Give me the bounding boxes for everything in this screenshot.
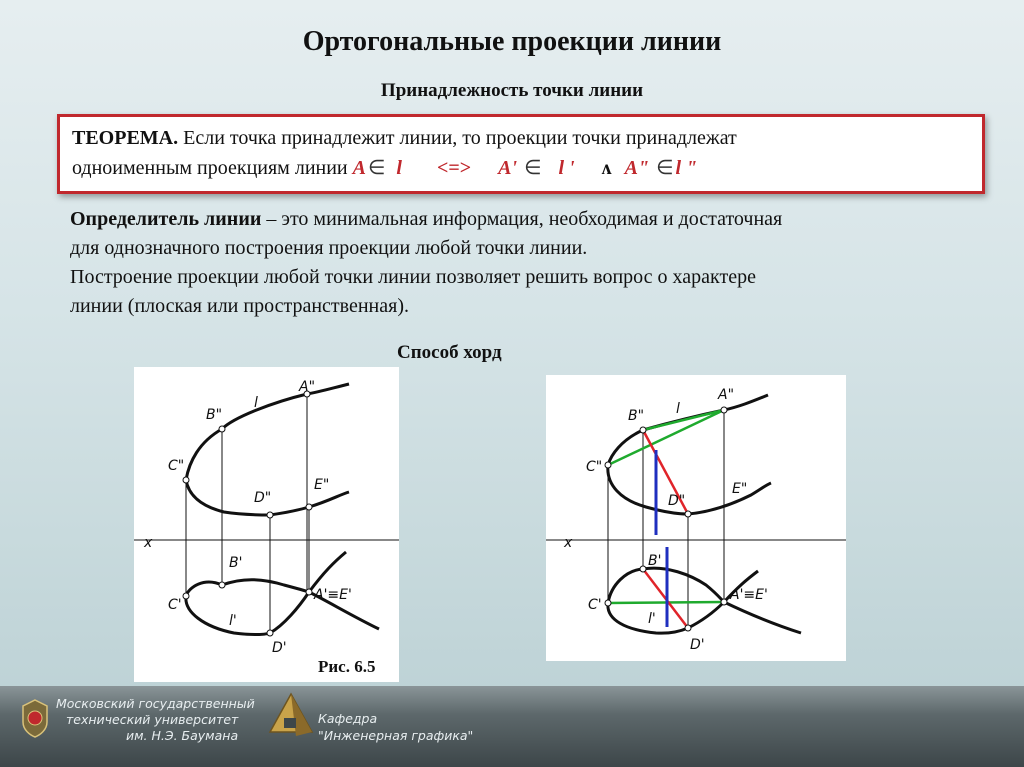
theorem-keyword: ТЕОРЕМА. bbox=[72, 127, 179, 149]
label-d-prime: D' bbox=[690, 637, 705, 653]
page-subtitle: Принадлежность точки линии bbox=[380, 80, 644, 101]
definition-text-1: – это минимальная информация, необходимая и достаточная bbox=[261, 208, 783, 230]
formula-a: A bbox=[352, 157, 366, 179]
formula-and: ʌ bbox=[601, 157, 612, 179]
label-a-e-prime: A'≡E' bbox=[314, 587, 352, 603]
page-title: Ортогональные проекции линии bbox=[302, 26, 722, 57]
department-line-2: "Инженерная графика" bbox=[318, 728, 474, 743]
formula-l-double-prime: l " bbox=[675, 157, 698, 179]
label-x-axis: x bbox=[144, 535, 153, 551]
label-l-prime: l' bbox=[229, 613, 237, 629]
department-line-1: Кафедра bbox=[318, 711, 378, 726]
label-c-double-prime: C" bbox=[586, 459, 603, 475]
label-a-double-prime: A" bbox=[299, 379, 316, 395]
formula-l: l bbox=[396, 157, 402, 179]
element-of-symbol: ∈ bbox=[654, 153, 675, 183]
footer bbox=[0, 686, 1024, 767]
element-of-symbol: ∈ bbox=[522, 153, 543, 183]
figure-caption: Рис. 6.5 bbox=[318, 657, 376, 676]
label-c-double-prime: C" bbox=[168, 458, 185, 474]
theorem-box bbox=[57, 114, 985, 194]
label-c-prime: C' bbox=[588, 597, 602, 613]
definition-block bbox=[70, 205, 980, 321]
definition-line-2: для однозначного построения проекции любой точки линии. bbox=[70, 237, 588, 259]
figure-chord-method bbox=[546, 375, 846, 661]
university-emblem-icon bbox=[20, 698, 50, 738]
theorem-line-2 bbox=[72, 153, 970, 183]
definition-line-4: линии (плоская или пространственная). bbox=[70, 295, 409, 317]
university-line-3: им. Н.Э. Баумана bbox=[126, 728, 239, 743]
label-b-double-prime: B" bbox=[628, 408, 645, 424]
label-l: l bbox=[676, 401, 680, 417]
figure-chord-method-drawing bbox=[546, 375, 846, 661]
label-d-prime: D' bbox=[272, 640, 287, 656]
formula-l-prime: l ' bbox=[558, 157, 575, 179]
definition-line-3: Построение проекции любой точки линии позволяет решить вопрос о характере bbox=[70, 266, 756, 288]
theorem-text-1: Если точка принадлежит линии, то проекции точки принадлежат bbox=[178, 127, 737, 149]
department-name bbox=[318, 710, 473, 744]
method-title: Способ хорд bbox=[397, 342, 502, 363]
element-of-symbol: ∈ bbox=[366, 153, 387, 183]
formula-a-double-prime: A" bbox=[624, 157, 655, 179]
label-b-prime: B' bbox=[648, 553, 662, 569]
figure-projections bbox=[134, 367, 399, 682]
label-d-double-prime: D" bbox=[254, 490, 272, 506]
university-name bbox=[56, 696, 255, 744]
university-line-1: Московский государственный bbox=[56, 696, 255, 711]
label-d-double-prime: D" bbox=[668, 493, 686, 509]
label-a-e-prime: A'≡E' bbox=[730, 587, 768, 603]
label-b-prime: B' bbox=[229, 555, 243, 571]
label-a-double-prime: A" bbox=[718, 387, 735, 403]
label-b-double-prime: B" bbox=[206, 407, 223, 423]
label-e-double-prime: E" bbox=[732, 481, 748, 497]
theorem-line-1 bbox=[72, 123, 970, 153]
label-e-double-prime: E" bbox=[314, 477, 330, 493]
figure-projections-drawing bbox=[134, 367, 399, 682]
formula-a-prime: A' bbox=[498, 157, 523, 179]
label-c-prime: C' bbox=[168, 597, 182, 613]
definition-line-1 bbox=[70, 205, 980, 234]
formula-equivalence: <=> bbox=[436, 157, 472, 179]
label-l-prime: l' bbox=[648, 611, 656, 627]
university-line-2: технический университет bbox=[66, 712, 239, 727]
definition-keyword: Определитель линии bbox=[70, 208, 262, 230]
label-x-axis: x bbox=[564, 535, 573, 551]
department-logo-icon bbox=[266, 692, 316, 740]
label-l: l bbox=[254, 395, 258, 411]
theorem-text-2: одноименным проекциям линии bbox=[72, 157, 353, 179]
